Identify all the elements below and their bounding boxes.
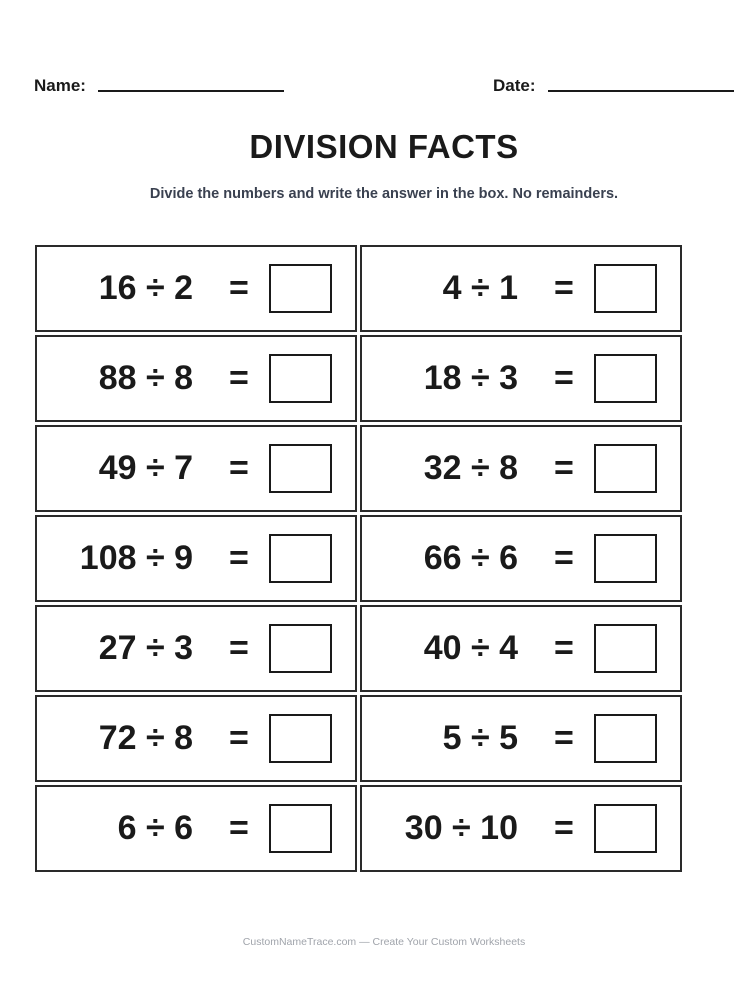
problem-expression: 5 ÷ 5 bbox=[442, 719, 518, 757]
problem-expression: 88 ÷ 8 bbox=[98, 359, 193, 397]
name-label: Name: bbox=[34, 76, 86, 95]
date-write-line[interactable] bbox=[548, 90, 734, 92]
answer-box[interactable] bbox=[594, 624, 657, 673]
equals-sign: = bbox=[554, 449, 574, 487]
worksheet-title: DIVISION FACTS bbox=[249, 128, 519, 165]
problem-expression: 49 ÷ 7 bbox=[98, 449, 193, 487]
answer-box[interactable] bbox=[594, 264, 657, 313]
problem-cell bbox=[35, 695, 357, 782]
problem-expression: 16 ÷ 2 bbox=[98, 269, 193, 307]
problem-expression: 6 ÷ 6 bbox=[117, 809, 193, 847]
problem-expression: 66 ÷ 6 bbox=[423, 539, 518, 577]
problem-cell bbox=[35, 785, 357, 872]
problem-grid bbox=[35, 245, 682, 872]
equals-sign: = bbox=[229, 449, 249, 487]
equals-sign: = bbox=[554, 539, 574, 577]
problem-expression: 30 ÷ 10 bbox=[404, 809, 518, 847]
equals-sign: = bbox=[554, 629, 574, 667]
footer-credit: CustomNameTrace.com — Create Your Custom Worksheets bbox=[242, 936, 526, 948]
answer-box[interactable] bbox=[269, 264, 332, 313]
problem-cell bbox=[35, 605, 357, 692]
worksheet-instructions: Divide the numbers and write the answer in the box. No remainders. bbox=[149, 186, 619, 202]
problem-cell bbox=[360, 785, 682, 872]
header-row bbox=[34, 76, 736, 98]
problem-expression: 40 ÷ 4 bbox=[423, 629, 518, 667]
problem-cell bbox=[360, 335, 682, 422]
problem-cell bbox=[35, 425, 357, 512]
equals-sign: = bbox=[554, 269, 574, 307]
problem-cell bbox=[360, 695, 682, 782]
problem-cell bbox=[360, 515, 682, 602]
answer-box[interactable] bbox=[269, 534, 332, 583]
answer-box[interactable] bbox=[269, 714, 332, 763]
problem-expression: 108 ÷ 9 bbox=[79, 539, 193, 577]
problem-cell bbox=[35, 245, 357, 332]
equals-sign: = bbox=[229, 269, 249, 307]
answer-box[interactable] bbox=[594, 804, 657, 853]
answer-box[interactable] bbox=[594, 444, 657, 493]
answer-box[interactable] bbox=[269, 624, 332, 673]
problem-cell bbox=[35, 335, 357, 422]
equals-sign: = bbox=[554, 809, 574, 847]
problem-expression: 4 ÷ 1 bbox=[442, 269, 518, 307]
problem-expression: 27 ÷ 3 bbox=[98, 629, 193, 667]
answer-box[interactable] bbox=[269, 804, 332, 853]
equals-sign: = bbox=[554, 719, 574, 757]
equals-sign: = bbox=[229, 359, 249, 397]
problem-expression: 72 ÷ 8 bbox=[98, 719, 193, 757]
problem-cell bbox=[360, 425, 682, 512]
problem-cell bbox=[35, 515, 357, 602]
name-field bbox=[34, 76, 284, 96]
equals-sign: = bbox=[229, 539, 249, 577]
equals-sign: = bbox=[229, 809, 249, 847]
equals-sign: = bbox=[229, 719, 249, 757]
date-field bbox=[493, 76, 734, 96]
name-write-line[interactable] bbox=[98, 90, 284, 92]
problem-expression: 18 ÷ 3 bbox=[423, 359, 518, 397]
problem-cell bbox=[360, 245, 682, 332]
answer-box[interactable] bbox=[594, 714, 657, 763]
equals-sign: = bbox=[229, 629, 249, 667]
problem-expression: 32 ÷ 8 bbox=[423, 449, 518, 487]
equals-sign: = bbox=[554, 359, 574, 397]
answer-box[interactable] bbox=[269, 444, 332, 493]
answer-box[interactable] bbox=[269, 354, 332, 403]
problem-cell bbox=[360, 605, 682, 692]
answer-box[interactable] bbox=[594, 354, 657, 403]
answer-box[interactable] bbox=[594, 534, 657, 583]
date-label: Date: bbox=[493, 76, 536, 95]
